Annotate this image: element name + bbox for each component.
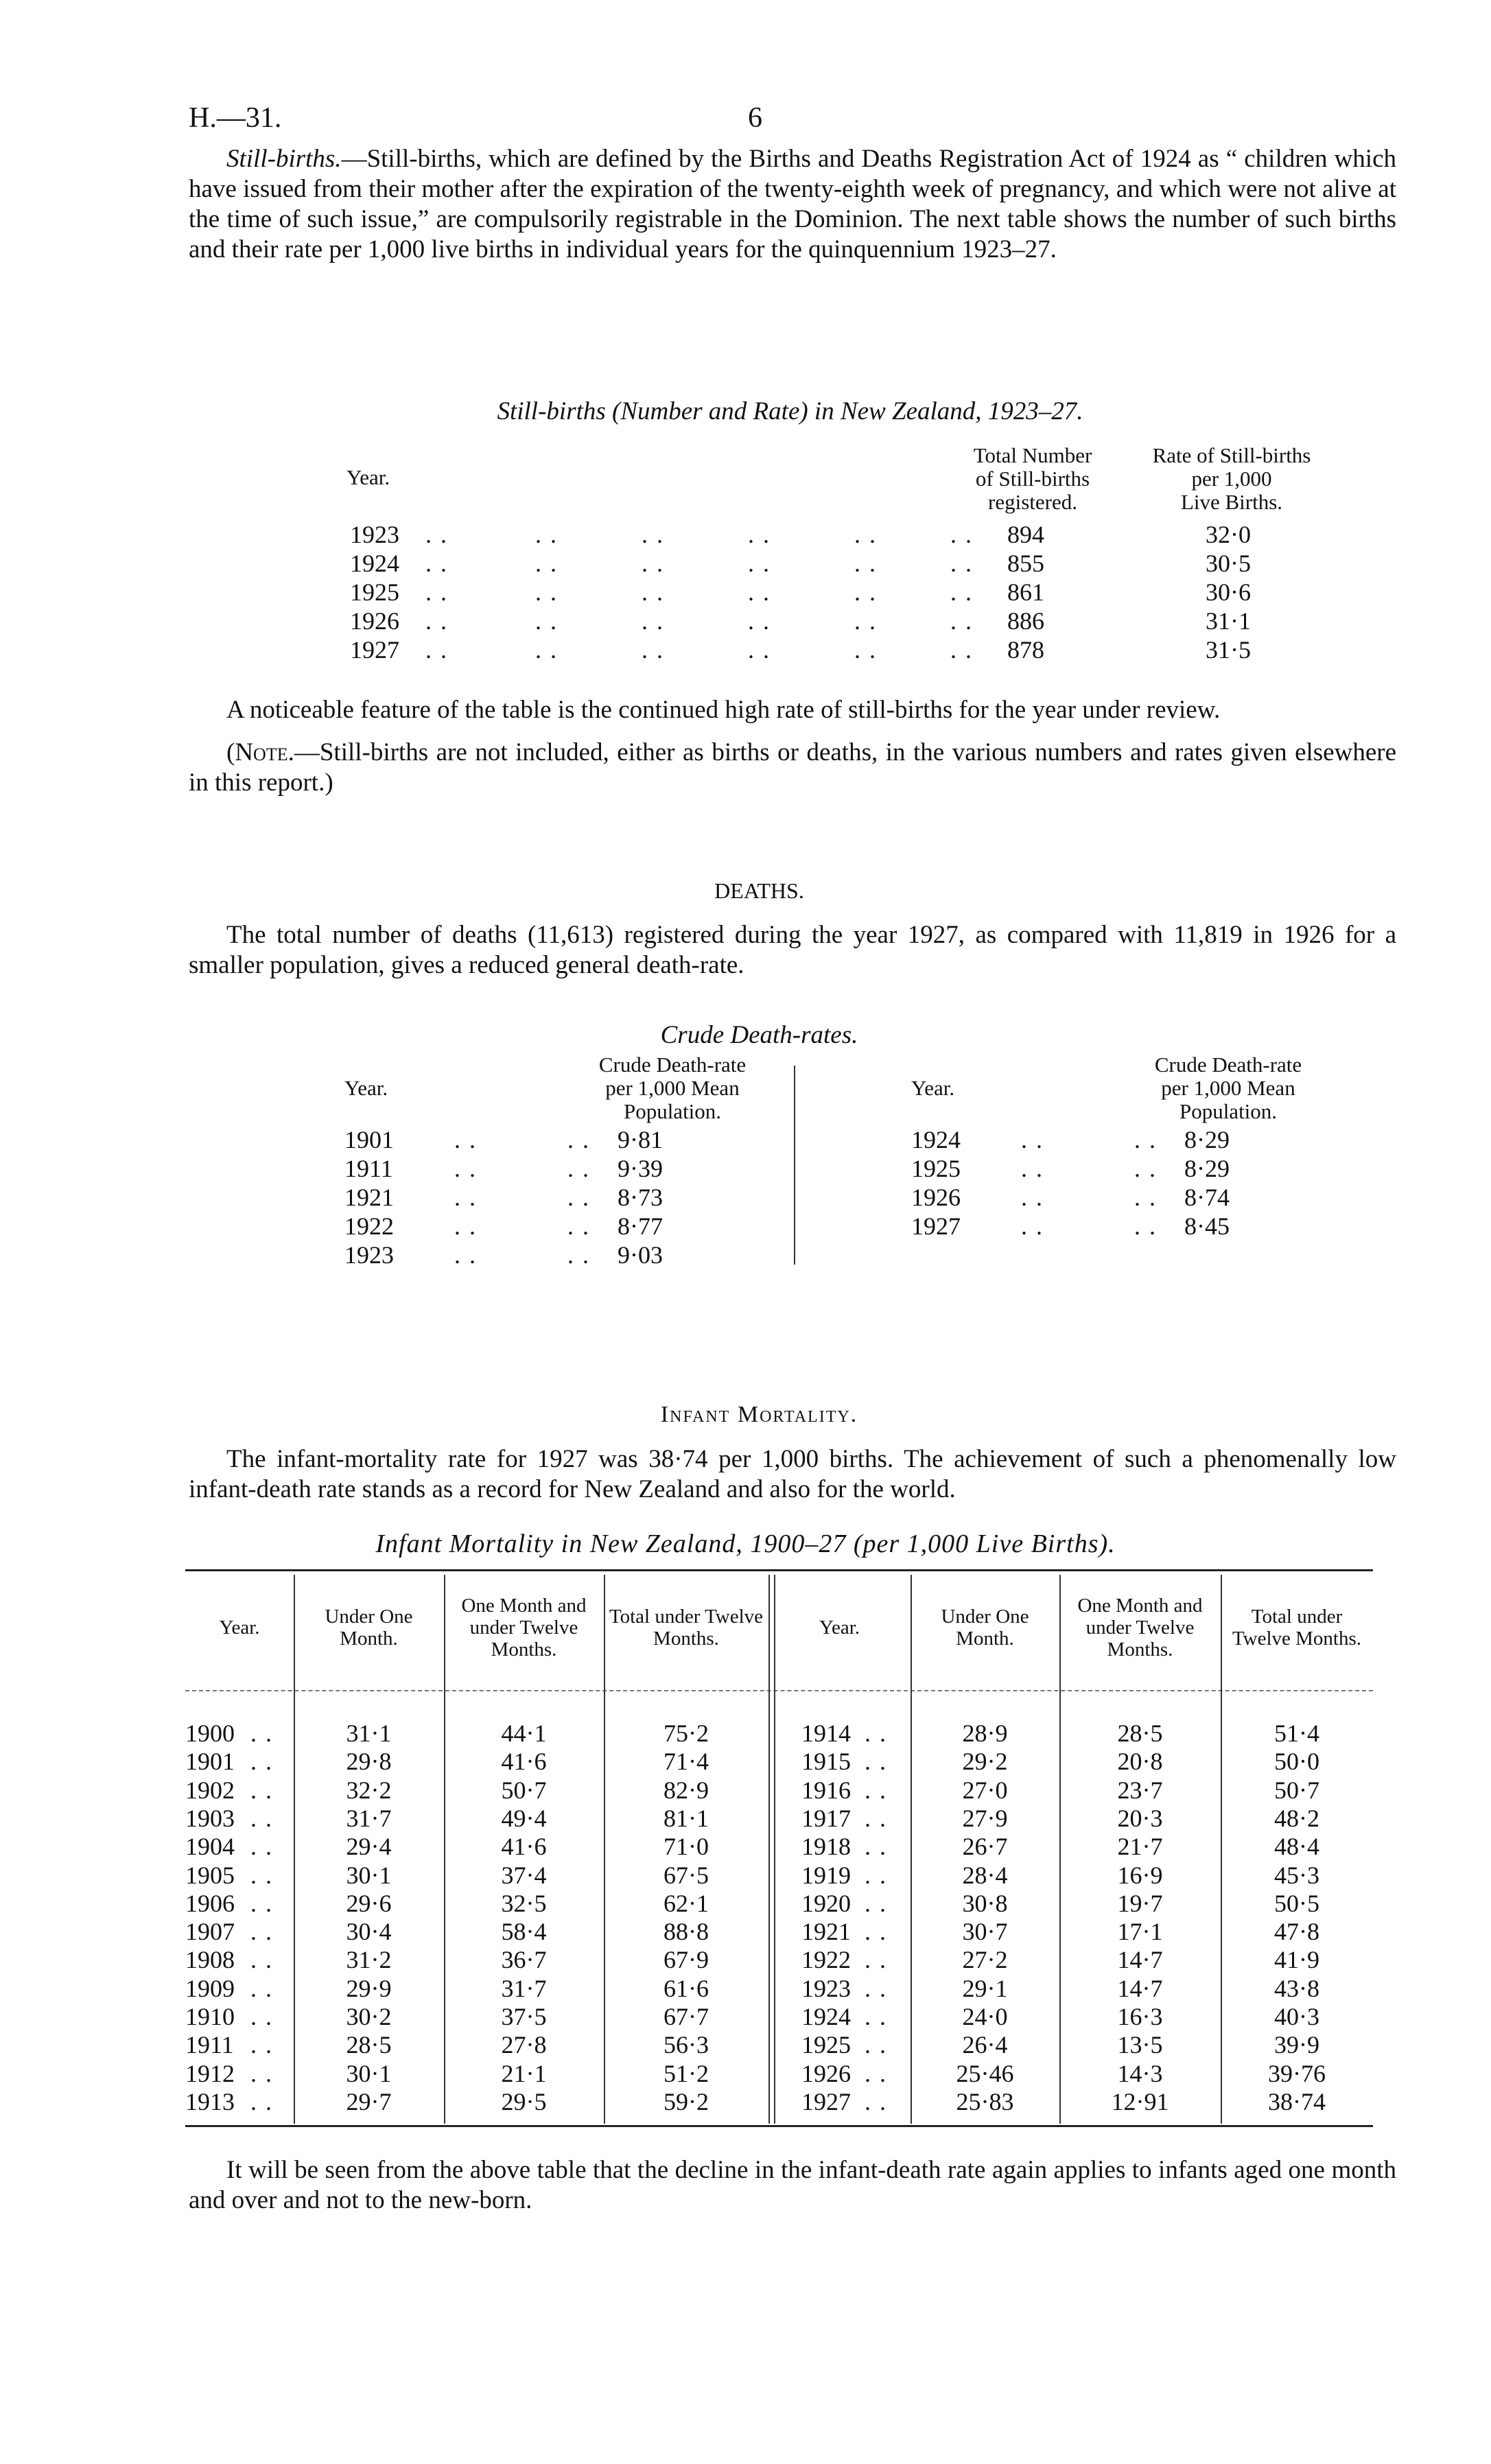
- row-total: 861: [1007, 578, 1044, 606]
- row-total: 38·74: [1268, 2087, 1326, 2115]
- deaths-text: The total number of deaths (11,613) registered during the year 1927, as compared with 11,819 in 1926 for a smaller population, gives a reduced general death-rate.: [189, 921, 1396, 979]
- row-year: 1917: [801, 1804, 851, 1832]
- row-under: 31·1: [346, 1720, 392, 1747]
- col-year-header: Year.: [347, 465, 390, 489]
- leader-dots: . .: [748, 607, 771, 635]
- row-under: 28·9: [962, 1720, 1008, 1747]
- row-month: 31·7: [501, 1974, 547, 2002]
- leader-dots: . .: [865, 2003, 887, 2030]
- leader-dots: . .: [454, 1155, 477, 1182]
- row-under: 31·7: [346, 1804, 392, 1832]
- row-year: 1916: [801, 1776, 851, 1804]
- note-lead: (Note.: [226, 738, 294, 766]
- leader-dots: . .: [1134, 1126, 1157, 1153]
- leader-dots: . .: [865, 1918, 887, 1946]
- col-rate-header: Crude Death-rate: [598, 1053, 747, 1077]
- row-under: 27·2: [962, 1946, 1008, 1974]
- column-header-under-one-month: Under One Month.: [941, 1606, 1029, 1650]
- row-month: 16·9: [1117, 1861, 1163, 1889]
- row-under: 29·6: [346, 1889, 392, 1917]
- leader-dots: . .: [865, 1974, 887, 2002]
- leader-dots: . .: [250, 1804, 273, 1832]
- leader-dots: . .: [535, 636, 558, 664]
- leader-dots: . .: [865, 1889, 887, 1917]
- row-rate: 8·73: [618, 1184, 663, 1211]
- leader-dots: . .: [950, 550, 973, 577]
- row-month: 14·7: [1117, 1946, 1163, 1974]
- row-total: 39·9: [1274, 2031, 1319, 2059]
- leader-dots: . .: [865, 1804, 887, 1832]
- row-year: 1903: [185, 1804, 235, 1832]
- leader-dots: . .: [950, 578, 973, 606]
- stillbirths-intro: [189, 144, 1396, 265]
- row-year: 1913: [185, 2087, 235, 2115]
- row-total: 59·2: [664, 2087, 709, 2115]
- col-total-header: registered.: [988, 490, 1077, 514]
- row-month: 49·4: [501, 1804, 547, 1832]
- leader-dots: . .: [854, 607, 877, 635]
- row-year: 1927: [911, 1212, 961, 1240]
- row-rate: 8·29: [1184, 1126, 1230, 1153]
- leader-dots: . .: [1021, 1126, 1044, 1153]
- header-rule: [185, 1690, 1373, 1691]
- row-total: 51·2: [664, 2059, 709, 2087]
- row-year: 1901: [344, 1126, 394, 1153]
- row-rate: 9·81: [618, 1126, 663, 1153]
- row-total: 39·76: [1268, 2059, 1326, 2087]
- column-header-year: Year.: [819, 1617, 860, 1639]
- leader-dots: . .: [748, 636, 771, 664]
- row-year: 1905: [185, 1861, 235, 1889]
- row-year: 1907: [185, 1918, 235, 1946]
- row-month: 58·4: [501, 1918, 547, 1946]
- row-under: 30·1: [346, 1861, 392, 1889]
- row-rate: 31·5: [1206, 636, 1251, 664]
- row-year: 1927: [350, 636, 399, 664]
- row-under: 28·5: [346, 2031, 392, 2059]
- leader-dots: . .: [950, 607, 973, 635]
- row-year: 1919: [801, 1861, 851, 1889]
- row-total: 41·9: [1274, 1946, 1319, 1974]
- row-month: 13·5: [1117, 2031, 1163, 2059]
- row-month: 28·5: [1117, 1720, 1163, 1747]
- col-rate-header: Population.: [1179, 1099, 1278, 1123]
- row-year: 1924: [911, 1126, 961, 1153]
- leader-dots: . .: [950, 521, 973, 548]
- row-year: 1911: [344, 1155, 393, 1182]
- col-total-header: Total Number: [973, 443, 1092, 467]
- report-reference: H.—31.: [189, 102, 282, 134]
- row-year: 1906: [185, 1889, 235, 1917]
- leader-dots: . .: [425, 578, 448, 606]
- row-total: 48·4: [1274, 1833, 1319, 1861]
- row-rate: 30·6: [1206, 578, 1251, 606]
- row-rate: 8·29: [1184, 1155, 1230, 1182]
- row-under: 31·2: [346, 1946, 392, 1974]
- leader-dots: . .: [250, 1833, 273, 1861]
- row-under: 26·7: [962, 1833, 1008, 1861]
- leader-dots: . .: [950, 636, 973, 664]
- row-under: 30·1: [346, 2059, 392, 2087]
- col-rate-header: Live Births.: [1180, 490, 1283, 514]
- row-month: 44·1: [501, 1720, 547, 1747]
- row-year: 1901: [185, 1748, 235, 1776]
- leader-dots: . .: [250, 1889, 273, 1917]
- row-month: 20·3: [1117, 1804, 1163, 1832]
- row-total: 50·5: [1274, 1889, 1319, 1917]
- row-month: 41·6: [501, 1833, 547, 1861]
- col-year-header: Year.: [911, 1076, 955, 1100]
- leader-dots: . .: [250, 1861, 273, 1889]
- row-year: 1921: [344, 1184, 394, 1211]
- row-under: 30·8: [962, 1889, 1008, 1917]
- row-total: 56·3: [664, 2031, 709, 2059]
- row-year: 1910: [185, 2003, 235, 2030]
- row-rate: 32·0: [1206, 521, 1251, 548]
- leader-dots: . .: [854, 550, 877, 577]
- leader-dots: . .: [1021, 1155, 1044, 1182]
- leader-dots: . .: [865, 1946, 887, 1974]
- row-year: 1904: [185, 1833, 235, 1861]
- column-header-total-under-twelve-months: Total under Twelve Months.: [1232, 1606, 1362, 1650]
- row-year: 1908: [185, 1946, 235, 1974]
- row-under: 28·4: [962, 1861, 1008, 1889]
- row-year: 1922: [344, 1212, 394, 1240]
- stillbirths-feature-text: A noticeable feature of the table is the continued high rate of still-births for the year under review.: [226, 696, 1221, 724]
- stillbirths-intro-text: —Still-births, which are defined by the Births and Deaths Registration Act of 1924 as “ children which have issued from their mother after the expiration of the twenty-eighth week of pregnancy, and which were not alive at the time of such issue,” are compulsorily registrable in the Dominion. The next table shows the number of such births and their rate per 1,000 live births in individual years for the quinquennium 1923–27.: [189, 145, 1396, 263]
- infant-closing-text: It will be seen from the above table that the decline in the infant-death rate again applies to infants aged one month and over and not to the new-born.: [189, 2156, 1396, 2214]
- infant-heading: Infant Mortality.: [660, 1402, 858, 1427]
- row-under: 29·8: [346, 1748, 392, 1776]
- leader-dots: . .: [1134, 1155, 1157, 1182]
- row-year: 1926: [911, 1184, 961, 1211]
- leader-dots: . .: [250, 2003, 273, 2030]
- row-month: 14·7: [1117, 1974, 1163, 2002]
- leader-dots: . .: [425, 521, 448, 548]
- leader-dots: . .: [567, 1184, 590, 1211]
- row-total: 50·7: [1274, 1776, 1319, 1804]
- row-month: 16·3: [1117, 2003, 1163, 2030]
- column-header-year: Year.: [219, 1617, 260, 1639]
- leader-dots: . .: [250, 1720, 273, 1747]
- row-year: 1902: [185, 1776, 235, 1804]
- leader-dots: . .: [642, 578, 664, 606]
- row-under: 29·2: [962, 1748, 1008, 1776]
- note-text: —Still-births are not included, either as births or deaths, in the various numbers and rates given elsewhere in this report.): [189, 738, 1396, 797]
- leader-dots: . .: [535, 607, 558, 635]
- row-month: 32·5: [501, 1889, 547, 1917]
- row-year: 1923: [801, 1974, 851, 2002]
- row-month: 41·6: [501, 1748, 547, 1776]
- table-bottom-rule: [185, 2125, 1373, 2127]
- row-month: 50·7: [501, 1776, 547, 1804]
- double-divider: [768, 1575, 770, 2124]
- column-divider: [794, 1066, 795, 1265]
- col-year-header: Year.: [344, 1076, 388, 1100]
- row-rate: 9·03: [618, 1241, 663, 1269]
- leader-dots: . .: [865, 1776, 887, 1804]
- col-rate-header: Crude Death-rate: [1154, 1053, 1302, 1077]
- row-year: 1914: [801, 1720, 851, 1747]
- leader-dots: . .: [748, 578, 771, 606]
- col-rate-header: per 1,000: [1191, 467, 1272, 491]
- leader-dots: . .: [454, 1126, 477, 1153]
- row-month: 23·7: [1117, 1776, 1163, 1804]
- row-year: 1923: [344, 1241, 394, 1269]
- leader-dots: . .: [642, 636, 664, 664]
- row-year: 1926: [350, 607, 399, 635]
- column-header-under-one-month: Under One Month.: [325, 1606, 413, 1650]
- row-total: 67·5: [664, 1861, 709, 1889]
- leader-dots: . .: [865, 1720, 887, 1747]
- row-total: 47·8: [1274, 1918, 1319, 1946]
- row-total: 50·0: [1274, 1748, 1319, 1776]
- column-header-total-under-twelve-months: Total under Twelve Months.: [609, 1606, 764, 1650]
- leader-dots: . .: [642, 607, 664, 635]
- col-rate-header: Population.: [623, 1099, 722, 1123]
- leader-dots: . .: [567, 1155, 590, 1182]
- leader-dots: . .: [250, 1946, 273, 1974]
- leader-dots: . .: [865, 2031, 887, 2059]
- leader-dots: . .: [567, 1241, 590, 1269]
- row-year: 1927: [801, 2087, 851, 2115]
- row-total: 51·4: [1274, 1720, 1319, 1747]
- row-under: 32·2: [346, 1776, 392, 1804]
- row-month: 17·1: [1117, 1918, 1163, 1946]
- row-total: 82·9: [664, 1776, 709, 1804]
- row-rate: 8·45: [1184, 1212, 1230, 1240]
- col-rate-header: Rate of Still-births: [1152, 443, 1311, 467]
- row-month: 27·8: [501, 2031, 547, 2059]
- leader-dots: . .: [854, 578, 877, 606]
- row-year: 1925: [911, 1155, 961, 1182]
- leader-dots: . .: [250, 1974, 273, 2002]
- row-under: 29·1: [962, 1974, 1008, 2002]
- row-under: 27·0: [962, 1776, 1008, 1804]
- leader-dots: . .: [250, 1776, 273, 1804]
- row-total: 45·3: [1274, 1861, 1319, 1889]
- leader-dots: . .: [535, 550, 558, 577]
- leader-dots: . .: [454, 1184, 477, 1211]
- row-under: 27·9: [962, 1804, 1008, 1832]
- col-total-header: of Still-births: [975, 467, 1090, 491]
- row-total: 62·1: [664, 1889, 709, 1917]
- row-total: 43·8: [1274, 1974, 1319, 2002]
- row-under: 26·4: [962, 2031, 1008, 2059]
- leader-dots: . .: [454, 1212, 477, 1240]
- row-rate: 30·5: [1206, 550, 1251, 577]
- row-year: 1918: [801, 1833, 851, 1861]
- row-total: 81·1: [664, 1804, 709, 1832]
- leader-dots: . .: [250, 1748, 273, 1776]
- leader-dots: . .: [1134, 1212, 1157, 1240]
- leader-dots: . .: [454, 1241, 477, 1269]
- row-total: 67·7: [664, 2003, 709, 2030]
- row-total: 878: [1007, 636, 1044, 664]
- row-under: 24·0: [962, 2003, 1008, 2030]
- row-total: 88·8: [664, 1918, 709, 1946]
- row-month: 37·4: [501, 1861, 547, 1889]
- stillbirths-table-title: Still-births (Number and Rate) in New Zealand, 1923–27.: [497, 397, 1083, 425]
- row-under: 29·7: [346, 2087, 392, 2115]
- row-rate: 9·39: [618, 1155, 663, 1182]
- leader-dots: . .: [1021, 1184, 1044, 1211]
- leader-dots: . .: [567, 1126, 590, 1153]
- leader-dots: . .: [865, 2087, 887, 2115]
- leader-dots: . .: [854, 521, 877, 548]
- row-total: 71·0: [664, 1833, 709, 1861]
- row-total: 886: [1007, 607, 1044, 635]
- row-total: 61·6: [664, 1974, 709, 2002]
- leader-dots: . .: [1134, 1184, 1157, 1211]
- infant-text: The infant-mortality rate for 1927 was 38·74 per 1,000 births. The achievement of such a phenomenally low infant-death rate stands as a record for New Zealand and also for the world.: [189, 1445, 1396, 1503]
- leader-dots: . .: [535, 578, 558, 606]
- row-year: 1911: [185, 2031, 234, 2059]
- row-month: 20·8: [1117, 1748, 1163, 1776]
- row-month: 36·7: [501, 1946, 547, 1974]
- row-year: 1915: [801, 1748, 851, 1776]
- row-under: 30·4: [346, 1918, 392, 1946]
- row-year: 1900: [185, 1720, 235, 1747]
- column-header-one-to-twelve-months: One Month and under Twelve Months.: [1077, 1595, 1203, 1661]
- leader-dots: . .: [865, 1833, 887, 1861]
- row-rate: 31·1: [1206, 607, 1251, 635]
- row-month: 37·5: [501, 2003, 547, 2030]
- leader-dots: . .: [425, 636, 448, 664]
- row-month: 14·3: [1117, 2059, 1163, 2087]
- leader-dots: . .: [250, 2087, 273, 2115]
- row-total: 40·3: [1274, 2003, 1319, 2030]
- leader-dots: . .: [748, 521, 771, 548]
- leader-dots: . .: [425, 550, 448, 577]
- infant-table-title: Infant Mortality in New Zealand, 1900–27 (per 1,000 Live Births).: [375, 1529, 1116, 1558]
- row-year: 1925: [801, 2031, 851, 2059]
- row-year: 1921: [801, 1918, 851, 1946]
- row-under: 30·7: [962, 1918, 1008, 1946]
- leader-dots: . .: [854, 636, 877, 664]
- row-total: 855: [1007, 550, 1044, 577]
- row-under: 29·9: [346, 1974, 392, 2002]
- double-divider: [774, 1575, 775, 2124]
- leader-dots: . .: [1021, 1212, 1044, 1240]
- row-total: 71·4: [664, 1748, 709, 1776]
- row-year: 1925: [350, 578, 399, 606]
- leader-dots: . .: [865, 1861, 887, 1889]
- row-total: 894: [1007, 521, 1044, 548]
- row-month: 29·5: [501, 2087, 547, 2115]
- leader-dots: . .: [865, 1748, 887, 1776]
- col-rate-header: per 1,000 Mean: [605, 1076, 740, 1100]
- row-month: 21·7: [1117, 1833, 1163, 1861]
- deaths-heading: DEATHS.: [714, 878, 804, 903]
- leader-dots: . .: [567, 1212, 590, 1240]
- leader-dots: . .: [250, 2031, 273, 2059]
- leader-dots: . .: [425, 607, 448, 635]
- row-month: 21·1: [501, 2059, 547, 2087]
- leader-dots: . .: [535, 521, 558, 548]
- crude-table-title: Crude Death-rates.: [660, 1021, 858, 1049]
- leader-dots: . .: [865, 2059, 887, 2087]
- leader-dots: . .: [642, 550, 664, 577]
- row-total: 75·2: [664, 1720, 709, 1747]
- row-rate: 8·74: [1184, 1184, 1230, 1211]
- row-year: 1924: [350, 550, 399, 577]
- page-number: 6: [748, 102, 762, 134]
- row-year: 1923: [350, 521, 399, 548]
- row-month: 12·91: [1111, 2087, 1169, 2115]
- leader-dots: . .: [250, 2059, 273, 2087]
- row-rate: 8·77: [618, 1212, 663, 1240]
- stillbirths-lead: Still-births.: [226, 145, 342, 173]
- leader-dots: . .: [642, 521, 664, 548]
- table-top-rule: [185, 1569, 1373, 1571]
- row-under: 25·83: [956, 2087, 1014, 2115]
- row-year: 1924: [801, 2003, 851, 2030]
- row-year: 1909: [185, 1974, 235, 2002]
- row-year: 1920: [801, 1889, 851, 1917]
- row-year: 1926: [801, 2059, 851, 2087]
- leader-dots: . .: [250, 1918, 273, 1946]
- col-rate-header: per 1,000 Mean: [1161, 1076, 1295, 1100]
- row-month: 19·7: [1117, 1889, 1163, 1917]
- column-header-one-to-twelve-months: One Month and under Twelve Months.: [461, 1595, 587, 1661]
- stillbirths-note: [189, 738, 1396, 798]
- row-year: 1912: [185, 2059, 235, 2087]
- row-under: 30·2: [346, 2003, 392, 2030]
- row-year: 1922: [801, 1946, 851, 1974]
- row-total: 48·2: [1274, 1804, 1319, 1832]
- row-under: 25·46: [956, 2059, 1014, 2087]
- row-under: 29·4: [346, 1833, 392, 1861]
- row-total: 67·9: [664, 1946, 709, 1974]
- leader-dots: . .: [748, 550, 771, 577]
